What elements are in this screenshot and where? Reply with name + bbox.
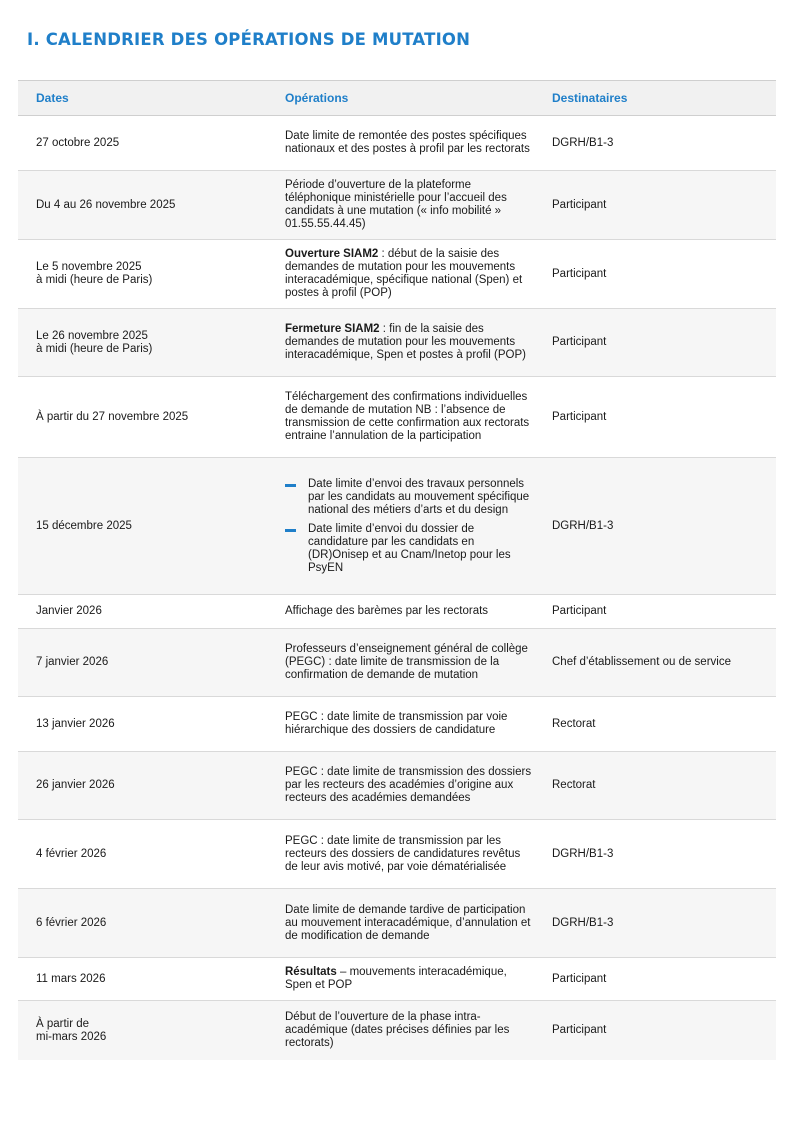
table-row bbox=[18, 116, 776, 171]
table-row bbox=[18, 752, 776, 820]
recipient-cell: Rectorat bbox=[552, 779, 596, 791]
operation-cell: Date limite de remontée des postes spécifiques nationaux et des postes à profil par les rectorats bbox=[285, 130, 530, 155]
operation-cell: PEGC : date limite de transmission par les recteurs des dossiers de candidatures revêtus de leur avis motivé, par voie dématérialisée bbox=[285, 834, 521, 873]
table-row bbox=[18, 240, 776, 309]
recipient-cell: Participant bbox=[552, 1024, 607, 1036]
date-cell: 13 janvier 2026 bbox=[36, 717, 115, 730]
table-row bbox=[18, 595, 776, 629]
operation-cell: PEGC : date limite de transmission des dossiers par les recteurs des académies d’origine aux recteurs des académies demandées bbox=[285, 766, 532, 804]
recipient-cell: DGRH/B1-3 bbox=[552, 519, 614, 532]
bullet-text: Date limite d’envoi du dossier de candidature par les candidats en (DR)Onisep et au Cnam/Inetop pour les PsyEN bbox=[308, 522, 511, 574]
operation-cell: Professeurs d’enseignement général de collège (PEGC) : date limite de transmission de la confirmation de demande de mutation bbox=[285, 643, 528, 681]
date-cell: 7 janvier 2026 bbox=[36, 656, 109, 668]
header-destinataires: Destinataires bbox=[552, 90, 628, 105]
bullet-item bbox=[285, 478, 536, 517]
operation-cell: Période d’ouverture de la plateforme téléphonique ministérielle pour l’accueil des candidats à une mutation (« info mobilité » 01.55.55.44.45) bbox=[285, 179, 507, 230]
operation-cell bbox=[285, 248, 552, 300]
operation-cell: Téléchargement des confirmations individuelles de demande de mutation NB : l’absence de transmission de cette confirmation aux rectorats entraine l’annulation de la participation bbox=[285, 391, 530, 442]
operation-text: – mouvements interacadémique, Spen et POP bbox=[285, 966, 507, 991]
table-header bbox=[18, 81, 776, 116]
recipient-cell: Participant bbox=[552, 972, 607, 985]
date-line: Le 5 novembre 2025 bbox=[36, 261, 142, 273]
date-line-2: mi-mars 2026 bbox=[36, 1030, 107, 1043]
recipient-cell: Participant bbox=[552, 605, 607, 617]
table-row bbox=[18, 629, 776, 697]
recipient-cell: DGRH/B1-3 bbox=[552, 847, 614, 860]
calendar-table bbox=[18, 80, 776, 1060]
table-row bbox=[18, 958, 776, 1001]
recipient-cell: Participant bbox=[552, 267, 607, 280]
operation-text: : fin de la saisie des demandes de mutation pour les mouvements interacadémique, Spen et postes à profil (POP) bbox=[285, 323, 526, 361]
date-cell bbox=[18, 330, 285, 356]
recipient-cell: Participant bbox=[552, 198, 607, 211]
bullet-item bbox=[285, 523, 536, 575]
date-cell: 11 mars 2026 bbox=[36, 972, 106, 985]
operation-cell: Date limite de demande tardive de participation au mouvement interacadémique, d’annulation et de modification de demande bbox=[285, 903, 531, 942]
date-cell: 27 octobre 2025 bbox=[36, 136, 120, 149]
date-cell bbox=[18, 261, 285, 287]
date-line-2: à midi (heure de Paris) bbox=[36, 274, 153, 286]
date-line: Le 26 novembre 2025 bbox=[36, 329, 148, 342]
date-line: À partir de bbox=[36, 1017, 90, 1030]
table-row bbox=[18, 377, 776, 458]
dash-bullet-icon bbox=[285, 529, 296, 532]
date-cell: Janvier 2026 bbox=[36, 605, 102, 617]
table-row bbox=[18, 1001, 776, 1060]
date-cell: 15 décembre 2025 bbox=[36, 519, 132, 532]
operation-cell: PEGC : date limite de transmission par voie hiérarchique des dossiers de candidature bbox=[285, 711, 508, 736]
date-cell: À partir du 27 novembre 2025 bbox=[36, 410, 189, 423]
table-row bbox=[18, 889, 776, 958]
operation-cell bbox=[285, 966, 552, 992]
operation-cell: Affichage des barèmes par les rectorats bbox=[285, 605, 489, 617]
date-cell: 26 janvier 2026 bbox=[36, 779, 115, 791]
table-row bbox=[18, 697, 776, 752]
operation-cell bbox=[285, 476, 552, 577]
recipient-cell: Participant bbox=[552, 410, 607, 423]
operation-bold: Fermeture SIAM2 bbox=[285, 323, 380, 335]
date-cell: 4 février 2026 bbox=[36, 847, 107, 860]
date-cell: Du 4 au 26 novembre 2025 bbox=[36, 198, 176, 211]
operation-text: : début de la saisie des demandes de mutation pour les mouvements interacadémique, spécifique national (Spen) et postes à profil (POP) bbox=[285, 248, 523, 299]
recipient-cell: DGRH/B1-3 bbox=[552, 136, 614, 149]
table-row bbox=[18, 458, 776, 595]
table-row bbox=[18, 171, 776, 240]
date-cell bbox=[18, 1018, 285, 1044]
operation-cell bbox=[285, 323, 552, 362]
date-line-2: à midi (heure de Paris) bbox=[36, 342, 153, 355]
recipient-cell: Rectorat bbox=[552, 717, 596, 730]
recipient-cell: Chef d’établissement ou de service bbox=[552, 656, 731, 668]
operation-bold: Résultats bbox=[285, 966, 337, 978]
recipient-cell: DGRH/B1-3 bbox=[552, 916, 614, 929]
bullet-text: Date limite d’envoi des travaux personnels par les candidats au mouvement spécifique national des métiers d’arts et du design bbox=[308, 477, 530, 516]
recipient-cell: Participant bbox=[552, 336, 607, 348]
header-operations: Opérations bbox=[285, 90, 349, 105]
table-row bbox=[18, 820, 776, 889]
operation-cell: Début de l’ouverture de la phase intra-académique (dates précises définies par les rectorats) bbox=[285, 1011, 510, 1049]
dash-bullet-icon bbox=[285, 484, 296, 487]
header-dates: Dates bbox=[36, 90, 69, 105]
date-cell: 6 février 2026 bbox=[36, 916, 107, 929]
operation-bold: Ouverture SIAM2 bbox=[285, 248, 379, 260]
table-row bbox=[18, 309, 776, 377]
page-title: I. CALENDRIER DES OPÉRATIONS DE MUTATION bbox=[27, 30, 471, 49]
